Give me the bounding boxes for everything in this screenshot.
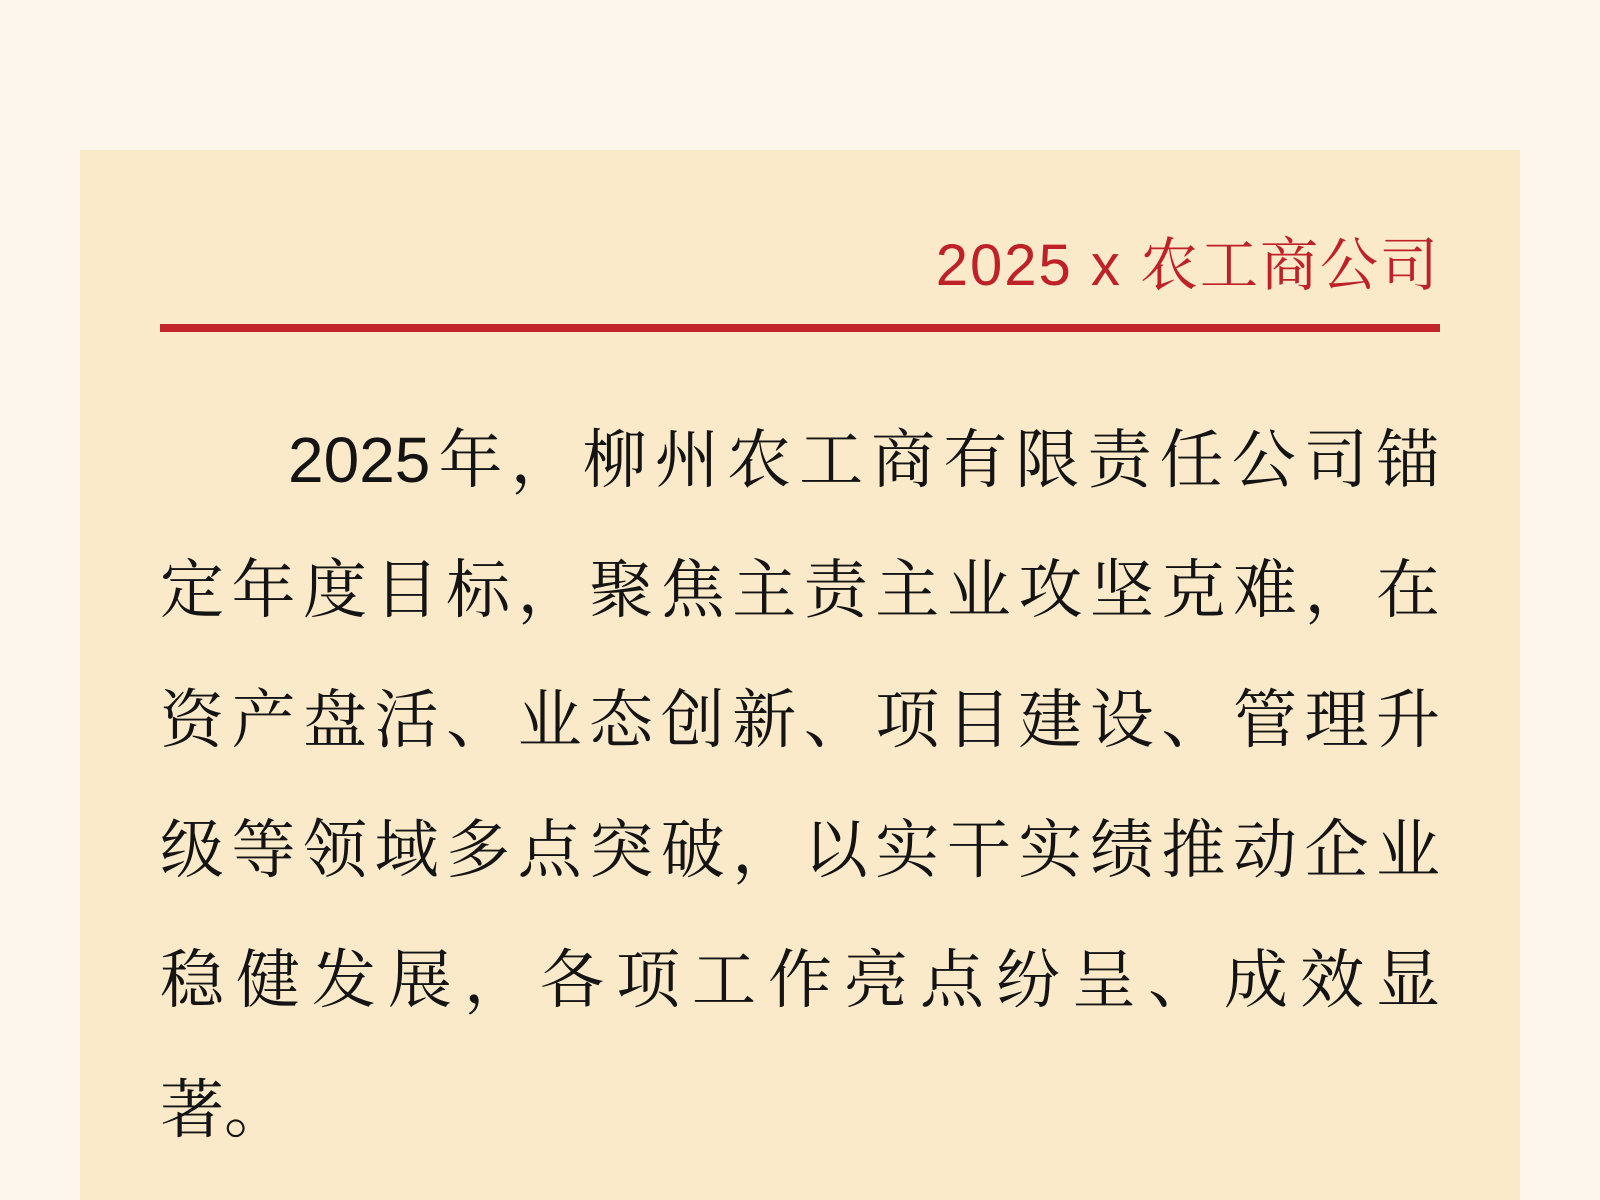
- paragraph-line: 2025年，柳州农工商有限责任公司锚: [288, 424, 1440, 496]
- paragraph: [160, 395, 1440, 1175]
- paragraph-line: 级等领域多点突破，以实干实绩推动企业: [160, 814, 1440, 886]
- paragraph-line: 定年度目标，聚焦主责主业攻坚克难，在: [160, 554, 1440, 626]
- header-badge: 2025 x 农工商公司: [935, 233, 1440, 298]
- content-card: [80, 150, 1520, 1200]
- paragraph-line: 著。: [160, 1074, 288, 1146]
- paragraph-line: 资产盘活、业态创新、项目建设、管理升: [160, 684, 1440, 756]
- paragraph-line: 稳健发展，各项工作亮点纷呈、成效显: [160, 944, 1440, 1016]
- red-divider-rule: [160, 324, 1440, 332]
